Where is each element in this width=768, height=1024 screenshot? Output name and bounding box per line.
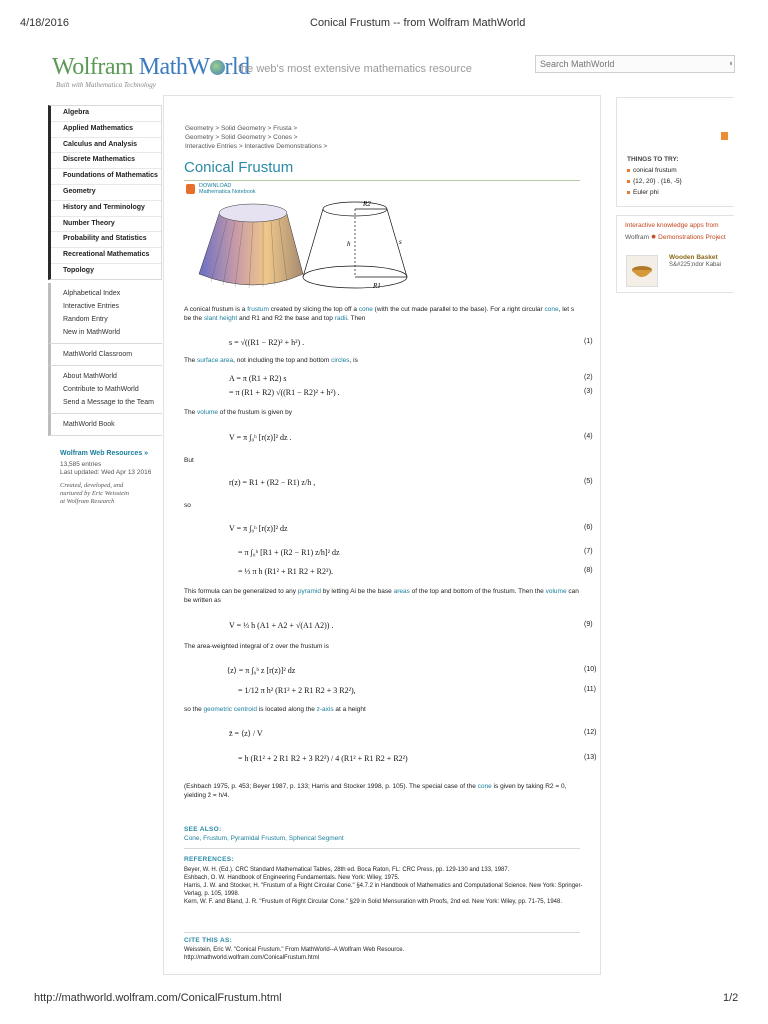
equation-number-5: (5) [584, 478, 593, 485]
book-group [48, 414, 162, 436]
download-notebook-link[interactable] [199, 183, 256, 195]
demonstrations-label: Demonstrations Project [658, 234, 726, 241]
things-to-try-title: THINGS TO TRY: [627, 156, 679, 163]
equation-number-12: (12) [584, 729, 597, 736]
print-title: Conical Frustum -- from Wolfram MathWorld [310, 17, 526, 29]
frustum-diagram [303, 202, 407, 288]
equation-number-6: (6) [584, 524, 593, 531]
shaded-frustum [199, 204, 303, 288]
title-divider [184, 180, 580, 181]
text: , is [349, 357, 358, 364]
sidebar-item-recreational[interactable]: Recreational Mathematics [51, 248, 161, 264]
sidebar-link-alphabetical-index[interactable]: Alphabetical Index [63, 289, 121, 297]
equation-9: V = ⅓ h (A1 + A2 + √(A1 A2)) . [229, 621, 334, 630]
things-to-try-item[interactable] [627, 178, 682, 185]
basket-icon [627, 256, 657, 286]
equation-4: V = π ∫₀ʰ [r(z)]² dz . [229, 433, 292, 442]
item-label: {12, 20} . {16, -5} [633, 178, 682, 185]
credit-line-1: Created, developed, and [60, 481, 124, 489]
text: This formula can be generalized to any [184, 588, 298, 595]
demonstrations-link[interactable] [625, 233, 726, 241]
equation-number-1: (1) [584, 338, 593, 345]
basket-author: S&#225;ndor Kabai [669, 262, 722, 268]
label-s: s [399, 238, 402, 246]
text: is located along the [257, 706, 317, 713]
equation-number-9: (9) [584, 621, 593, 628]
equation-8: = ⅓ π h (R1² + R1 R2 + R2²). [238, 567, 334, 576]
equation-2: A = π (R1 + R2) s [229, 374, 287, 383]
label-r2: R2 [363, 200, 371, 208]
text: . Then [347, 315, 366, 322]
equation-number-3: (3) [584, 388, 593, 395]
pyramid-paragraph [184, 587, 580, 605]
reference-item: Eshbach, O. W. Handbook of Engineering Fundamentals. New York: Wiley, 1975. [184, 875, 400, 881]
volume-paragraph [184, 408, 580, 417]
equation-10: ⟨z⟩ = π ∫₀ʰ z [r(z)]² dz [227, 666, 296, 675]
notebook-label: Mathematica Notebook [199, 189, 256, 195]
spikey-icon: ✹ [650, 234, 657, 241]
sidebar [48, 105, 162, 506]
things-to-try-item[interactable] [627, 167, 677, 174]
divider [184, 848, 580, 849]
logo-word-math: MathW [138, 54, 210, 80]
so-text: so [184, 502, 191, 509]
text: so the [184, 706, 204, 713]
equation-number-11: (11) [584, 686, 596, 693]
link-volume[interactable]: volume [545, 588, 567, 595]
references-heading: REFERENCES: [184, 856, 234, 863]
sidebar-link-random-entry[interactable]: Random Entry [63, 315, 108, 323]
item-label: conical frustum [633, 167, 677, 174]
sidebar-item-discrete[interactable]: Discrete Mathematics [51, 153, 161, 169]
sidebar-item-applied-mathematics[interactable]: Applied Mathematics [51, 122, 161, 138]
text: The [184, 409, 198, 416]
sidebar-item-algebra[interactable]: Algebra [51, 106, 161, 122]
link-geometric-centroid[interactable]: geometric centroid [203, 706, 257, 713]
item-label: Euler phi [633, 189, 659, 196]
cite-line: Weisstein, Eric W. "Conical Frustum." From MathWorld--A Wolfram Web Resource. [184, 947, 405, 953]
breadcrumb-demonstrations[interactable]: Interactive Entries > Interactive Demonstrations > [185, 143, 328, 150]
bullet-icon [627, 191, 630, 194]
text: at a height [333, 706, 366, 713]
wolfram-label: Wolfram [625, 234, 650, 241]
equation-12: z̄ = ⟨z⟩ / V [229, 729, 263, 738]
topic-list [48, 105, 162, 280]
equation-number-7: (7) [584, 548, 593, 555]
surface-area-paragraph [184, 356, 580, 365]
reference-list [184, 866, 584, 906]
equation-1: s = √((R1 − R2)² + h²) . [229, 338, 305, 347]
site-tagline: the web's most extensive mathematics resource [238, 63, 472, 75]
link-frustum[interactable]: frustum [247, 306, 269, 313]
logo-word-rld: rld [224, 54, 250, 80]
equation-number-8: (8) [584, 567, 593, 574]
sidebar-item-calculus[interactable]: Calculus and Analysis [51, 138, 161, 154]
sidebar-item-geometry[interactable]: Geometry [51, 185, 161, 201]
text: The [184, 357, 198, 364]
link-slant-height[interactable]: slant height [203, 315, 238, 322]
equation-number-4: (4) [584, 433, 593, 440]
sidebar-item-foundations[interactable]: Foundations of Mathematics [51, 169, 161, 185]
text: of the frustum is given by [217, 409, 293, 416]
basket-thumbnail[interactable] [626, 255, 658, 287]
citation-paragraph [184, 782, 580, 800]
link-circles[interactable]: circles [331, 357, 350, 364]
last-updated: Last updated: Wed Apr 13 2016 [60, 468, 152, 476]
bullet-icon [627, 169, 630, 172]
area-weighted-paragraph: The area-weighted integral of z over the frustum is [184, 643, 329, 650]
print-page-number: 1/2 [723, 992, 739, 1004]
text: , let s be the [184, 306, 575, 322]
about-links [48, 366, 162, 414]
text: A conical frustum is a [184, 306, 248, 313]
cite-heading: CITE THIS AS: [184, 937, 233, 944]
link-volume[interactable]: volume [197, 409, 218, 416]
centroid-paragraph [184, 705, 580, 714]
cite-url[interactable]: http://mathworld.wolfram.com/ConicalFrustum.html [184, 955, 320, 961]
see-also-heading: SEE ALSO: [184, 826, 222, 833]
link-cone[interactable]: cone [358, 306, 373, 313]
link-surface-area[interactable]: surface area [197, 357, 234, 364]
globe-icon [210, 60, 225, 75]
classroom-group [48, 344, 162, 366]
site-logo[interactable] [52, 54, 250, 81]
logo-subtitle: Built with Mathematica Technology [56, 81, 156, 89]
sidebar-item-probability[interactable]: Probability and Statistics [51, 232, 161, 248]
link-z-axis[interactable]: z-axis [316, 706, 334, 713]
index-links [48, 283, 162, 344]
intro-paragraph [184, 305, 580, 323]
sidebar-link-interactive-entries[interactable]: Interactive Entries [63, 302, 120, 310]
entry-count: 13,585 entries [60, 460, 102, 468]
text: is given by taking R2 = 0, yielding z̄ = h/4. [184, 783, 567, 799]
link-areas[interactable]: areas [393, 588, 410, 595]
wolfram-alpha-badge-icon[interactable] [721, 132, 728, 140]
sidebar-item-history[interactable]: History and Terminology [51, 201, 161, 217]
sidebar-link-classroom[interactable]: MathWorld Classroom [63, 350, 133, 358]
breadcrumb [185, 124, 327, 151]
link-pyramid[interactable]: pyramid [297, 588, 321, 595]
sidebar-link-book[interactable]: MathWorld Book [63, 420, 115, 428]
sidebar-item-number-theory[interactable]: Number Theory [51, 217, 161, 233]
text: (with the cut made parallel to the base). For a right circular [372, 306, 545, 313]
credit-line-2: nurtured by Eric Weisstein [60, 489, 130, 497]
sidebar-item-topology[interactable]: Topology [63, 266, 94, 274]
link-radii[interactable]: radii [334, 315, 348, 322]
search-input[interactable] [535, 55, 735, 73]
sidebar-link-contribute[interactable]: Contribute to MathWorld [63, 385, 139, 393]
see-also-links[interactable]: Cone, Frustum, Pyramidal Frustum, Spherical Segment [184, 835, 344, 842]
equation-6: V = π ∫₀ʰ [r(z)]² dz [229, 524, 288, 533]
reference-item: Kern, W. F. and Bland, J. R. "Frustum of Right Circular Cone." §29 in Solid Mensuration with Proofs, 2nd ed. New York: Wiley, pp. 71-75, 1948. [184, 899, 562, 905]
text: created by slicing the top off a [268, 306, 359, 313]
divider [184, 932, 580, 933]
frustum-figure [195, 196, 415, 296]
text: and R1 and R2 the base and top [237, 315, 335, 322]
text: , not including the top and bottom [233, 357, 332, 364]
text: of the top and bottom of the frustum. Then the [409, 588, 546, 595]
sidebar-link-send-message[interactable]: Send a Message to the Team [63, 398, 154, 406]
link-cone[interactable]: cone [544, 306, 559, 313]
text: can be written as [184, 588, 579, 604]
credit-line-3: at Wolfram Research [60, 497, 115, 505]
equation-number-10: (10) [584, 666, 597, 673]
reference-item: Harris, J. W. and Stocker, H. "Frustum of a Right Circular Cone." §4.7.2 in Handbook of Mathematics and Computational Science. New York: Springer-Verlag, p. 105, 1998. [184, 883, 583, 897]
breadcrumb-cones[interactable]: Geometry > Solid Geometry > Cones > [185, 134, 298, 141]
bullet-icon [627, 180, 630, 183]
things-to-try-item[interactable] [627, 189, 659, 196]
equation-number-13: (13) [584, 754, 597, 761]
download-label: DOWNLOAD [199, 183, 232, 189]
equation-5: r(z) = R1 + (R2 − R1) z/h , [229, 478, 316, 487]
wolfram-resources-link[interactable]: Wolfram Web Resources » [60, 449, 149, 457]
notebook-icon[interactable] [186, 184, 195, 194]
link-cone[interactable]: cone [477, 783, 492, 790]
label-h: h [347, 240, 351, 248]
logo-word-wolfram: Wolfram [52, 54, 134, 80]
equation-7: = π ∫₀ʰ [R1 + (R2 − R1) z/h]² dz [238, 548, 340, 557]
equation-3: = π (R1 + R2) √((R1 − R2)² + h²) . [229, 388, 340, 397]
text: by letting Ai be the base [320, 588, 394, 595]
basket-title[interactable]: Wooden Basket [669, 254, 718, 261]
reference-item: Beyer, W. H. (Ed.). CRC Standard Mathematical Tables, 28th ed. Boca Raton, FL: CRC Press, pp. 129-130 and 133, 1987. [184, 867, 510, 873]
text: (Eshbach 1975, p. 453; Beyer 1987, p. 133; Harris and Stocker 1998, p. 105). The special case of the [184, 783, 478, 790]
sidebar-link-about[interactable]: About MathWorld [63, 372, 117, 380]
label-r1: R1 [373, 282, 381, 290]
equation-11: = 1/12 π h² (R1² + 2 R1 R2 + 3 R2²), [238, 686, 356, 695]
apps-title: Interactive knowledge apps from [625, 222, 719, 229]
sidebar-link-new[interactable]: New in MathWorld [63, 328, 121, 336]
page-title: Conical Frustum [184, 159, 294, 176]
equation-number-2: (2) [584, 374, 593, 381]
print-url: http://mathworld.wolfram.com/ConicalFrustum.html [34, 992, 282, 1004]
breadcrumb-frusta[interactable]: Geometry > Solid Geometry > Frusta > [185, 125, 298, 132]
but-text: But [184, 457, 194, 464]
search-icon[interactable]: ◖ [728, 58, 734, 68]
equation-13: = h (R1² + 2 R1 R2 + 3 R2²) / 4 (R1² + R1 R2 + R2²) [238, 754, 408, 763]
print-date: 4/18/2016 [20, 17, 69, 29]
